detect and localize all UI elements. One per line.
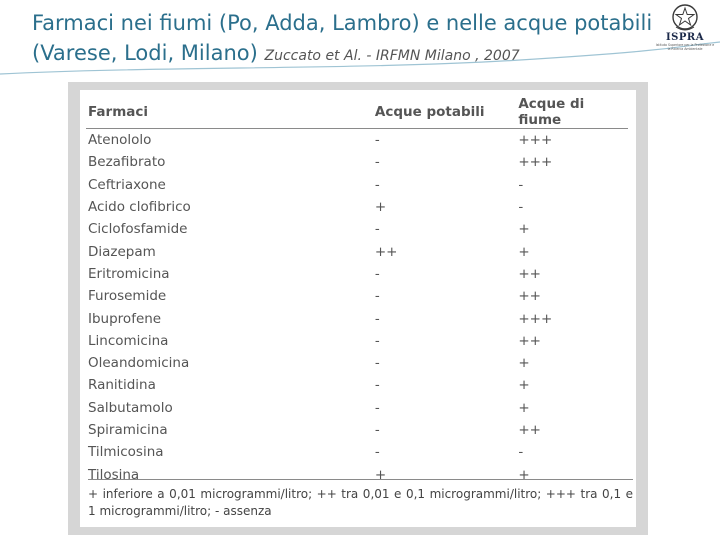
table-row bbox=[86, 151, 628, 173]
decorative-swoosh-line bbox=[0, 40, 720, 80]
table-row bbox=[86, 129, 628, 152]
acque-potabili-cell: - bbox=[374, 355, 380, 372]
acque-potabili-cell: - bbox=[374, 265, 380, 282]
drug-name-cell: Tilmicosina bbox=[88, 444, 164, 461]
drug-name-cell: Furosemide bbox=[88, 288, 167, 305]
acque-potabili-cell: - bbox=[374, 422, 380, 438]
acque-potabili-cell: - bbox=[374, 332, 380, 349]
acque-di-fiume-cell: + bbox=[518, 243, 530, 260]
table-row bbox=[86, 285, 628, 307]
acque-di-fiume-cell: +++ bbox=[518, 310, 553, 327]
header-farmaci: Farmaci bbox=[86, 96, 373, 129]
acque-di-fiume-cell: ++ bbox=[518, 288, 541, 305]
acque-potabili-cell: - bbox=[374, 377, 380, 394]
drug-table-panel bbox=[80, 90, 636, 527]
slide-title-author: Zuccato et Al. - IRFMN Milano , 2007 bbox=[264, 48, 520, 64]
acque-di-fiume-cell: + bbox=[518, 466, 530, 483]
acque-di-fiume-cell: + bbox=[518, 355, 530, 372]
table-row bbox=[86, 352, 628, 374]
acque-di-fiume-cell: - bbox=[518, 444, 524, 461]
table-row bbox=[86, 397, 628, 419]
drug-name-cell: Eritromicina bbox=[88, 265, 170, 282]
ispra-logo bbox=[655, 2, 715, 64]
acque-di-fiume-cell: + bbox=[518, 221, 530, 238]
acque-potabili-cell: - bbox=[374, 444, 380, 461]
acque-potabili-cell: - bbox=[374, 176, 380, 193]
table-row bbox=[86, 307, 628, 329]
acque-potabili-cell: - bbox=[374, 154, 380, 171]
acque-di-fiume-cell: ++ bbox=[518, 265, 541, 282]
acque-di-fiume-cell: +++ bbox=[518, 132, 553, 149]
slide-title-main: Farmaci nei fiumi (Po, Adda, Lambro) e nelle acque potabili (Varese, Lodi, Milano) bbox=[32, 11, 653, 65]
drug-name-cell: Ciclofosfamide bbox=[88, 221, 188, 238]
acque-di-fiume-cell: - bbox=[518, 176, 524, 193]
drug-name-cell: Bezafibrato bbox=[88, 154, 166, 171]
acque-di-fiume-cell: + bbox=[518, 377, 530, 394]
acque-di-fiume-cell: + bbox=[518, 399, 530, 416]
header-acque-di-fiume: Acque di fiume bbox=[516, 96, 628, 129]
table-body bbox=[86, 129, 628, 486]
table-row bbox=[86, 419, 628, 441]
drug-name-cell: Atenololo bbox=[88, 132, 152, 149]
header-acque-potabili: Acque potabili bbox=[373, 96, 516, 129]
table-row bbox=[86, 263, 628, 285]
table-row bbox=[86, 374, 628, 396]
acque-potabili-cell: - bbox=[374, 310, 380, 327]
table-row bbox=[86, 330, 628, 352]
table-footnote: + inferiore a 0,01 microgrammi/litro; ++ tra 0,01 e 0,1 microgrammi/litro; +++ tra 0,1 e 1 microgrammi/litro; - assenza bbox=[88, 479, 633, 520]
acque-di-fiume-cell: ++ bbox=[518, 422, 541, 438]
acque-di-fiume-cell: ++ bbox=[518, 332, 541, 349]
table-row bbox=[86, 218, 628, 240]
logo-brand: ISPRA bbox=[666, 32, 704, 43]
drug-name-cell: Oleandomicina bbox=[88, 355, 190, 372]
acque-potabili-cell: - bbox=[374, 288, 380, 305]
acque-di-fiume-cell: - bbox=[518, 199, 524, 216]
acque-di-fiume-cell: +++ bbox=[518, 154, 553, 171]
table-row bbox=[86, 240, 628, 262]
drug-name-cell: Lincomicina bbox=[88, 332, 169, 349]
drug-name-cell: Ranitidina bbox=[88, 377, 156, 394]
table-row bbox=[86, 196, 628, 218]
acque-potabili-cell: + bbox=[374, 199, 387, 216]
acque-potabili-cell: - bbox=[374, 221, 380, 238]
acque-potabili-cell: - bbox=[374, 399, 380, 416]
drug-name-cell: Salbutamolo bbox=[88, 399, 173, 416]
drug-name-cell: Ibuprofene bbox=[88, 310, 162, 327]
drug-table bbox=[86, 96, 628, 486]
drug-name-cell: Diazepam bbox=[88, 243, 156, 260]
republic-emblem-icon bbox=[670, 2, 700, 34]
acque-potabili-cell: - bbox=[374, 132, 380, 149]
table-row bbox=[86, 174, 628, 196]
table-header-row bbox=[86, 96, 628, 129]
drug-name-cell: Tilosina bbox=[88, 466, 140, 483]
logo-subtitle: Istituto Superiore per la Protezione e la Ricerca Ambientale bbox=[655, 43, 715, 51]
drug-name-cell: Spiramicina bbox=[88, 422, 168, 438]
drug-name-cell: Ceftriaxone bbox=[88, 176, 166, 193]
drug-name-cell: Acido clofibrico bbox=[88, 199, 191, 216]
acque-potabili-cell: + bbox=[374, 466, 387, 483]
acque-potabili-cell: ++ bbox=[374, 243, 398, 260]
table-row bbox=[86, 441, 628, 463]
